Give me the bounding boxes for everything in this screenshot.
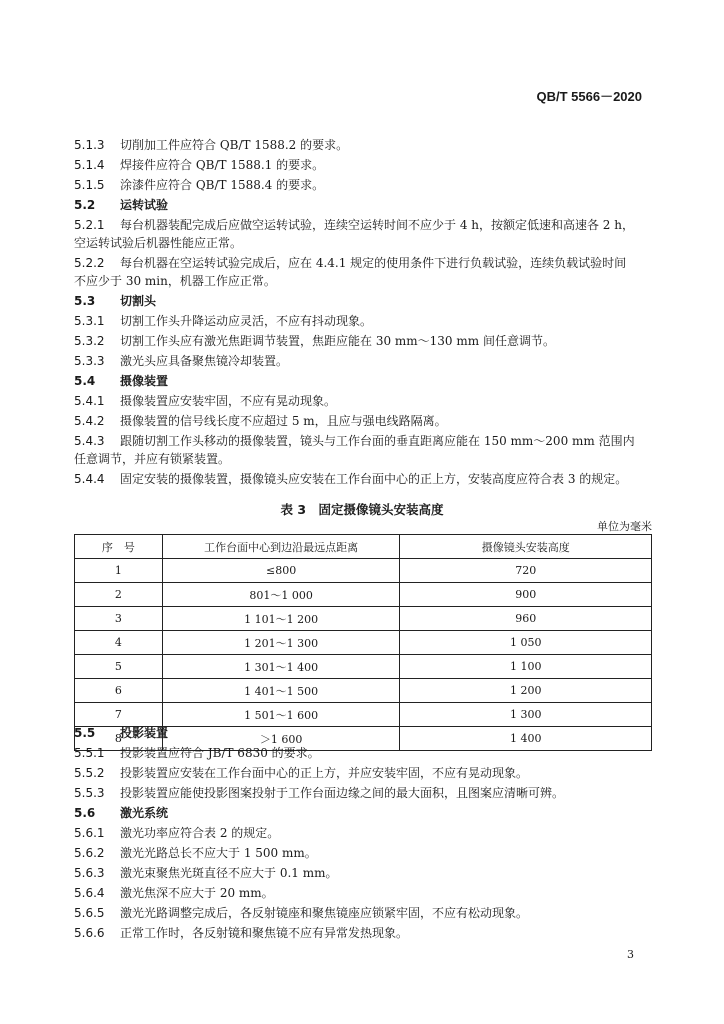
table-row: [75, 679, 652, 703]
table-row: [75, 559, 652, 583]
section-heading-5-2: [74, 198, 654, 212]
clause-number: 5.2.1: [74, 218, 105, 232]
section-title: 摄像装置: [120, 374, 169, 388]
clause-5-2-2: [74, 256, 654, 270]
clause-5-2-1-continued: [74, 236, 654, 250]
clause-number: 5.3.2: [74, 334, 105, 348]
clause-text: 每台机器装配完成后应做空运转试验，连续空运转时间不应少于 4 h，按额定低速和高速各 2 h，: [120, 218, 634, 232]
standard-code: QB/T 5566－2020: [536, 89, 642, 104]
clause-text: 正常工作时，各反射镜和聚焦镜不应有异常发热现象。: [120, 926, 409, 940]
clause-text: 切割工作头升降运动应灵活，不应有抖动现象。: [120, 314, 373, 328]
table-row: [75, 607, 652, 631]
clause-5-5-3: [74, 786, 654, 800]
table-cell: 801～1 000: [162, 583, 400, 607]
clause-5-4-3-continued: [74, 452, 654, 466]
clause-5-1-3: [74, 138, 654, 152]
table-cell: 1 400: [400, 727, 652, 751]
clause-number: 5.5.1: [74, 746, 105, 760]
clause-text: 投影装置应符合 JB/T 6830 的要求。: [120, 746, 320, 760]
table-cell: 960: [400, 607, 652, 631]
table-cell: 1 501～1 600: [162, 703, 400, 727]
clause-number: 5.1.3: [74, 138, 105, 152]
section-number: 5.4: [74, 374, 96, 388]
clause-5-4-3: [74, 434, 654, 448]
clause-5-2-1: [74, 218, 654, 232]
clause-text: 激光焦深不应大于 20 mm。: [120, 886, 274, 900]
section-title: 投影装置: [120, 726, 169, 740]
clause-number: 5.5.2: [74, 766, 105, 780]
clause-5-4-2: [74, 414, 654, 428]
section-heading-5-3: [74, 294, 654, 308]
table-cell: 5: [75, 655, 163, 679]
clause-5-5-1: [74, 746, 654, 760]
table-row: [75, 583, 652, 607]
clause-number: 5.6.4: [74, 886, 105, 900]
clause-5-6-6: [74, 926, 654, 940]
clause-5-4-1: [74, 394, 654, 408]
table-cell: 1 201～1 300: [162, 631, 400, 655]
clause-number: 5.4.2: [74, 414, 105, 428]
clause-5-6-5: [74, 906, 654, 920]
clause-number: 5.6.2: [74, 846, 105, 860]
table-cell: 7: [75, 703, 163, 727]
clause-text: 不应少于 30 min，机器工作应正常。: [74, 274, 276, 288]
clause-number: 5.6.5: [74, 906, 105, 920]
clause-number: 5.3.3: [74, 354, 105, 368]
clause-text: 切割工作头应有激光焦距调节装置，焦距应能在 30 mm～130 mm 间任意调节。: [120, 334, 555, 348]
column-header-index: 序 号: [75, 535, 163, 559]
clause-text: 投影装置应能使投影图案投射于工作台面边缘之间的最大面积，且图案应清晰可辨。: [120, 786, 565, 800]
clause-text: 激光光路调整完成后，各反射镜座和聚焦镜座应锁紧牢固，不应有松动现象。: [120, 906, 529, 920]
clause-text: 焊接件应符合 QB/T 1588.1 的要求。: [120, 158, 325, 172]
table-cell: 1: [75, 559, 163, 583]
table-cell: 3: [75, 607, 163, 631]
table-cell: 1 050: [400, 631, 652, 655]
clause-5-4-4: [74, 472, 654, 486]
clause-number: 5.1.4: [74, 158, 105, 172]
clause-number: 5.3.1: [74, 314, 105, 328]
section-heading-5-5: [74, 726, 654, 740]
clause-text: 空运转试验后机器性能应正常。: [74, 236, 243, 250]
clause-5-3-3: [74, 354, 654, 368]
section-number: 5.2: [74, 198, 96, 212]
table-cell: ＞1 600: [162, 727, 400, 751]
section-heading-5-4: [74, 374, 654, 388]
section-heading-5-6: [74, 806, 654, 820]
section-number: 5.6: [74, 806, 96, 820]
table-row: [75, 703, 652, 727]
clause-text: 切削加工件应符合 QB/T 1588.2 的要求。: [120, 138, 349, 152]
section-number: 5.5: [74, 726, 96, 740]
clause-text: 投影装置应安装在工作台面中心的正上方，并应安装牢固，不应有晃动现象。: [120, 766, 529, 780]
table-cell: 4: [75, 631, 163, 655]
table-cell: ≤800: [162, 559, 400, 583]
table-cell: 2: [75, 583, 163, 607]
clause-text: 跟随切割工作头移动的摄像装置，镜头与工作台面的垂直距离应能在 150 mm～200 mm 范围内: [120, 434, 635, 448]
clause-5-6-1: [74, 826, 654, 840]
clause-text: 激光功率应符合表 2 的规定。: [120, 826, 280, 840]
table-cell: 1 301～1 400: [162, 655, 400, 679]
section-title: 激光系统: [120, 806, 169, 820]
clause-number: 5.6.3: [74, 866, 105, 880]
clause-number: 5.1.5: [74, 178, 105, 192]
clause-number: 5.5.3: [74, 786, 105, 800]
table-header-row: [75, 535, 652, 559]
clause-number: 5.4.4: [74, 472, 105, 486]
clause-text: 摄像装置应安装牢固，不应有晃动现象。: [120, 394, 337, 408]
column-header-distance: 工作台面中心到边沿最远点距离: [162, 535, 400, 559]
table-title: 表 3 固定摄像镜头安装高度: [280, 502, 444, 517]
table-cell: 6: [75, 679, 163, 703]
section-title: 切割头: [120, 294, 157, 308]
mounting-height-table: [74, 534, 652, 751]
table-cell: 1 101～1 200: [162, 607, 400, 631]
clause-5-5-2: [74, 766, 654, 780]
clause-5-6-2: [74, 846, 654, 860]
table-row: [75, 655, 652, 679]
clause-text: 激光束聚焦光斑直径不应大于 0.1 mm。: [120, 866, 338, 880]
clause-text: 激光光路总长不应大于 1 500 mm。: [120, 846, 317, 860]
section-title: 运转试验: [120, 198, 169, 212]
section-number: 5.3: [74, 294, 96, 308]
clause-number: 5.6.1: [74, 826, 105, 840]
table-cell: 1 100: [400, 655, 652, 679]
clause-5-1-5: [74, 178, 654, 192]
table-cell: 1 300: [400, 703, 652, 727]
table-cell: 1 200: [400, 679, 652, 703]
clause-5-6-3: [74, 866, 654, 880]
clause-text: 任意调节，并应有锁紧装置。: [74, 452, 231, 466]
clause-text: 激光头应具备聚焦镜冷却装置。: [120, 354, 289, 368]
clause-text: 摄像装置的信号线长度不应超过 5 m，且应与强电线路隔离。: [120, 414, 447, 428]
clause-number: 5.6.6: [74, 926, 105, 940]
table-cell: 900: [400, 583, 652, 607]
clause-5-2-2-continued: [74, 274, 654, 288]
table-row: [75, 631, 652, 655]
clause-number: 5.4.1: [74, 394, 105, 408]
clause-5-3-2: [74, 334, 654, 348]
clause-text: 固定安装的摄像装置，摄像镜头应安装在工作台面中心的正上方，安装高度应符合表 3 的规定。: [120, 472, 628, 486]
clause-text: 涂漆件应符合 QB/T 1588.4 的要求。: [120, 178, 325, 192]
clause-5-1-4: [74, 158, 654, 172]
column-header-height: 摄像镜头安装高度: [400, 535, 652, 559]
clause-number: 5.2.2: [74, 256, 105, 270]
table-unit: 单位为毫米: [597, 520, 652, 533]
table-cell: 8: [75, 727, 163, 751]
table-cell: 1 401～1 500: [162, 679, 400, 703]
clause-text: 每台机器在空运转试验完成后，应在 4.4.1 规定的使用条件下进行负载试验，连续负载试验时间: [120, 256, 627, 270]
page-number: 3: [627, 948, 634, 961]
clause-5-3-1: [74, 314, 654, 328]
clause-number: 5.4.3: [74, 434, 105, 448]
table-cell: 720: [400, 559, 652, 583]
clause-5-6-4: [74, 886, 654, 900]
